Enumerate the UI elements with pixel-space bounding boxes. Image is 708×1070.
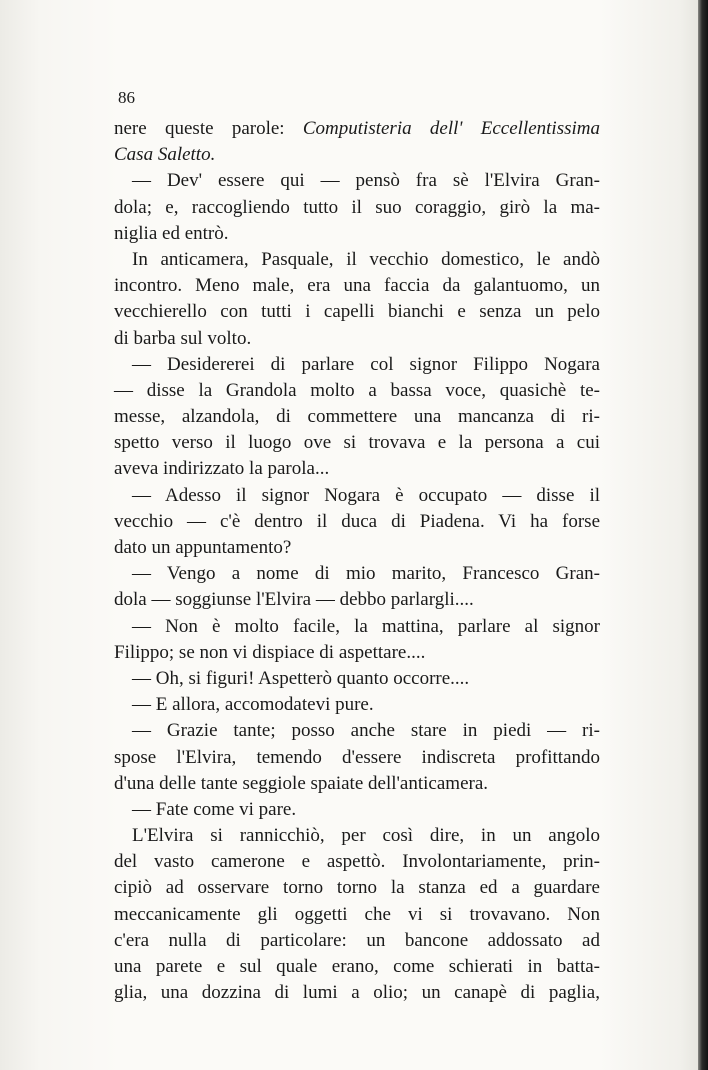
text-line: — E allora, accomodatevi pure. xyxy=(132,694,374,716)
text-line: una parete e sul quale erano, come schierati in batta- xyxy=(114,956,600,977)
text-line: — Desidererei di parlare col signor Filippo Nogara xyxy=(132,353,600,375)
text-line: — Grazie tante; posso anche stare in piedi — ri- xyxy=(132,720,600,742)
text-line: dola — soggiunse l'Elvira — debbo parlargli.... xyxy=(114,589,474,611)
body-text xyxy=(114,116,600,1006)
text-line: vecchio — c'è dentro il duca di Piadena. Vi ha forse xyxy=(114,510,600,532)
text-line: Casa Saletto. xyxy=(114,144,216,166)
text-line: d'una delle tante seggiole spaiate dell'anticamera. xyxy=(114,772,489,794)
page-number: 86 xyxy=(118,88,135,107)
page-binding-edge xyxy=(698,0,708,1070)
text-line: glia, una dozzina di lumi a olio; un canapè di paglia, xyxy=(114,982,600,1004)
text-line: — disse la Grandola molto a bassa voce, quasichè te- xyxy=(114,379,600,401)
text-line: messe, alzandola, di commettere una mancanza di ri- xyxy=(114,406,600,428)
text-line: — Vengo a nome di mio marito, Francesco Gran- xyxy=(132,563,600,585)
text-line: vecchierello con tutti i capelli bianchi e senza un pelo xyxy=(114,301,600,323)
text-line: — Non è molto facile, la mattina, parlare al signor xyxy=(132,615,600,637)
text-line: meccanicamente gli oggetti che vi si trovavano. Non xyxy=(114,903,600,925)
text-line: spetto verso il luogo ove si trovava e la persona a cui xyxy=(114,432,600,454)
text-line: In anticamera, Pasquale, il vecchio domestico, le andò xyxy=(132,248,600,270)
text-line: di barba sul volto. xyxy=(114,327,252,349)
text-line: c'era nulla di particolare: un bancone addossato ad xyxy=(114,929,600,951)
text-line: Filippo; se non vi dispiace di aspettare.... xyxy=(114,641,426,663)
text-line: L'Elvira si rannicchiò, per così dire, in un angolo xyxy=(132,825,600,847)
text-line: dola; e, raccogliendo tutto il suo coraggio, girò la ma- xyxy=(114,196,600,218)
text-line: — Dev' essere qui — pensò fra sè l'Elvira Gran- xyxy=(132,170,600,192)
text-line: — Adesso il signor Nogara è occupato — disse il xyxy=(132,484,600,506)
text-line: dato un appuntamento? xyxy=(114,537,292,558)
text-line: aveva indirizzato la parola... xyxy=(114,458,330,480)
text-line: — Oh, si figuri! Aspetterò quanto occorre.... xyxy=(132,667,470,689)
text-line: nere queste parole: Computisteria dell' Eccellentissima xyxy=(114,118,600,139)
text-line: spose l'Elvira, temendo d'essere indiscreta profittando xyxy=(114,746,600,768)
text-line: — Fate come vi pare. xyxy=(132,798,297,820)
text-line: niglia ed entrò. xyxy=(114,222,229,244)
text-line: del vasto camerone e aspettò. Involontariamente, prin- xyxy=(114,851,600,873)
text-line: incontro. Meno male, era una faccia da galantuomo, un xyxy=(114,275,600,297)
text-line: cipiò ad osservare torno torno la stanza ed a guardare xyxy=(114,877,600,899)
